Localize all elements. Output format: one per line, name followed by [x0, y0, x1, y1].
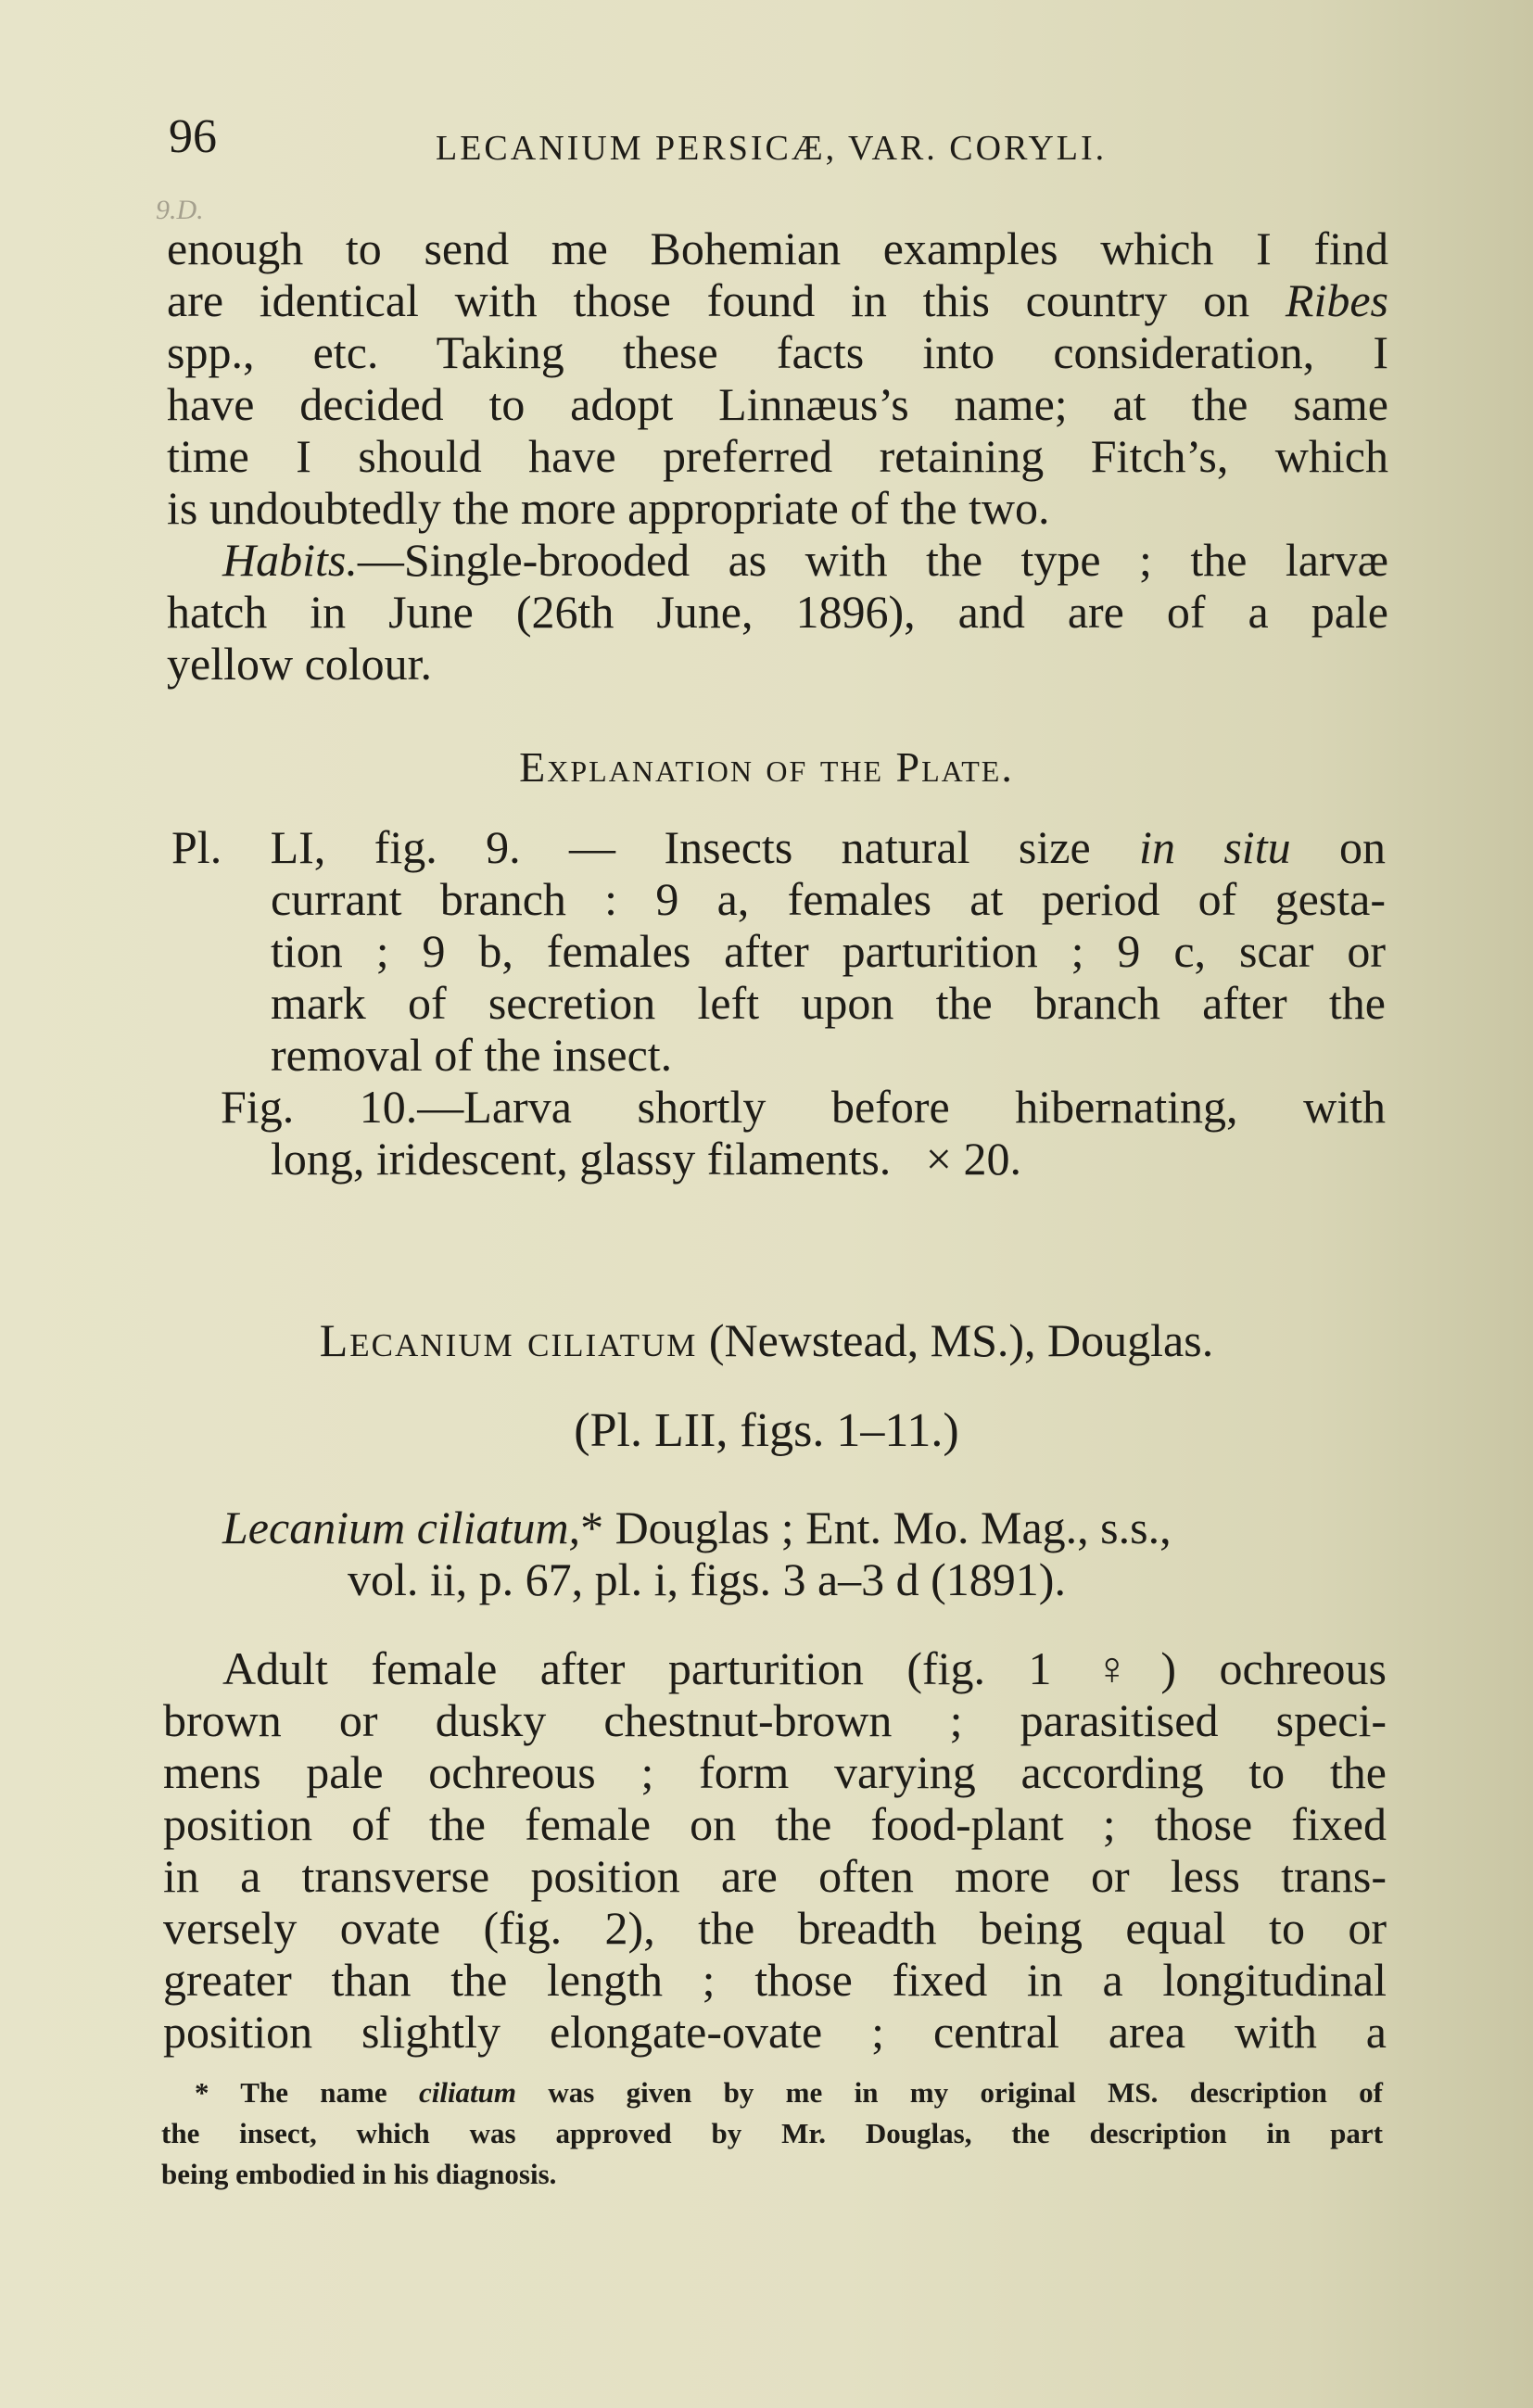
running-title: LECANIUM PERSICÆ, VAR. CORYLI.: [436, 129, 1108, 168]
footnote-line-2: the insect, which was approved by Mr. Douglas, the description in part: [161, 2117, 1383, 2149]
explanation-line-3: tion ; 9 b, females after parturition ; 9 c, scar or: [271, 925, 1386, 977]
explanation-line-1a: Pl. LI, fig. 9. — Insects natural size: [171, 821, 1140, 873]
para1-ribes: Ribes: [1285, 274, 1388, 326]
explanation-line-7: long, iridescent, glassy filaments. × 20.: [271, 1133, 1022, 1185]
pencil-margin-note: 9.D.: [156, 195, 204, 225]
footnote-line-1c: was given by me in my original MS. description of: [516, 2076, 1383, 2109]
habits-label: Habits.: [222, 534, 358, 586]
species-title: [0, 1314, 1533, 1366]
habits-line-2: hatch in June (26th June, 1896), and are of a pale: [167, 586, 1388, 638]
species-citation-rest: * Douglas ; Ent. Mo. Mag., s.s.,: [580, 1502, 1172, 1553]
para1-line-3: spp., etc. Taking these facts into consideration, I: [167, 326, 1388, 378]
footnote-line-1: [195, 2072, 1383, 2113]
species-title-author: (Newstead, MS.), Douglas.: [697, 1314, 1214, 1366]
page-number: 96: [169, 110, 217, 163]
explanation-line-5: removal of the insect.: [271, 1029, 673, 1081]
species-citation-name: Lecanium ciliatum,: [222, 1502, 581, 1553]
description-line-2: brown or dusky chestnut-brown ; parasitised speci-: [163, 1694, 1387, 1746]
para1-line-2: [167, 274, 1388, 326]
habits-line-3: yellow colour.: [167, 638, 433, 690]
explanation-line-1c: on: [1290, 821, 1386, 873]
description-line-5: in a transverse position are often more or less trans-: [163, 1850, 1387, 1902]
para1-line-1: enough to send me Bohemian examples which I find: [167, 222, 1388, 274]
species-title-name: Lecanium ciliatum: [319, 1314, 698, 1366]
species-plate-ref: (Pl. LII, figs. 1–11.): [574, 1404, 959, 1457]
species-citation-line-2: vol. ii, p. 67, pl. i, figs. 3 a–3 d (1891).: [348, 1553, 1066, 1605]
explanation-heading: Explanation of the Plate.: [519, 743, 1014, 791]
description-line-3: mens pale ochreous ; form varying according to the: [163, 1746, 1387, 1798]
description-line-8: position slightly elongate-ovate ; central area with a: [163, 2006, 1387, 2058]
footnote-ciliatum: ciliatum: [418, 2076, 517, 2109]
para1-line-6: is undoubtedly the more appropriate of the two.: [167, 482, 1050, 534]
explanation-line-1: [171, 821, 1386, 873]
para1-line-4: have decided to adopt Linnæus’s name; at the same: [167, 378, 1388, 430]
habits-line-1: [222, 534, 1388, 586]
footnote-line-3: being embodied in his diagnosis.: [161, 2158, 557, 2190]
explanation-in-situ: in situ: [1139, 821, 1291, 873]
species-citation-line-1: [222, 1502, 1172, 1553]
footnote-line-1a: * The name: [195, 2076, 419, 2109]
para1-line-2-text: are identical with those found in this country on: [167, 274, 1286, 326]
habits-line-1-text: —Single-brooded as with the type ; the larvæ: [357, 534, 1388, 586]
description-line-7: greater than the length ; those fixed in a longitudinal: [163, 1954, 1387, 2006]
description-line-6: versely ovate (fig. 2), the breadth being equal to or: [163, 1902, 1387, 1954]
para1-line-5: time I should have preferred retaining Fitch’s, which: [167, 430, 1388, 482]
description-line-1: Adult female after parturition (fig. 1 ♀) ochreous: [222, 1642, 1387, 1694]
explanation-line-4: mark of secretion left upon the branch after the: [271, 977, 1386, 1029]
description-line-4: position of the female on the food-plant ; those fixed: [163, 1798, 1387, 1850]
explanation-line-6: Fig. 10.—Larva shortly before hibernating, with: [221, 1081, 1386, 1133]
explanation-line-2: currant branch : 9 a, females at period of gesta-: [271, 873, 1386, 925]
